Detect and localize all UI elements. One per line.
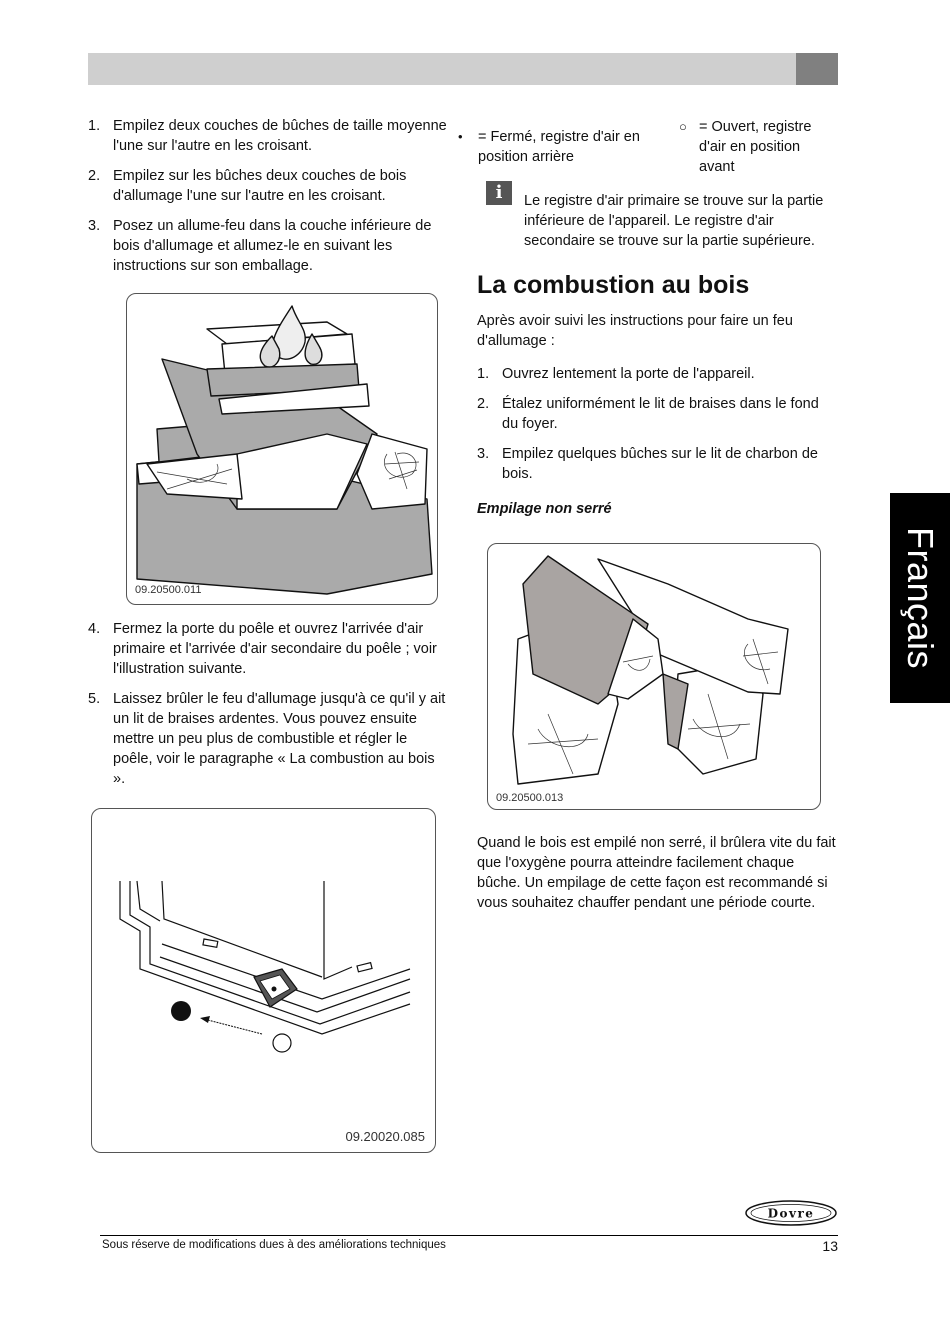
legend-open: ○ = Ouvert, registre d'air en position avant — [679, 119, 812, 175]
footer-text: Sous réserve de modifications dues à des améliorations techniques — [102, 1239, 446, 1251]
open-position-dot — [273, 1034, 291, 1052]
list-item: 5. Laissez brûler le feu d'allumage jusqu'à ce qu'il y ait un lit de braises ardentes. Vous pouvez ensuite mettre un peu plus de combustible et régler le poêle, voir le paragraphe « La combustion au bois ». — [88, 691, 446, 787]
list-item: 1. Ouvrez lentement la porte de l'appareil. — [477, 366, 755, 382]
subheading: Empilage non serré — [477, 501, 612, 517]
figure-log-stack — [126, 293, 438, 605]
section-intro: Après avoir suivi les instructions pour faire un feu d'allumage : — [477, 313, 793, 349]
hollow-dot-icon: ○ — [679, 119, 687, 134]
figure-code: 09.20500.013 — [496, 792, 564, 804]
brand-logo-text: Dovre — [767, 1206, 815, 1221]
figure-code: 09.20020.085 — [345, 1129, 425, 1144]
filled-dot-icon: • — [458, 129, 463, 144]
closed-position-dot — [171, 1001, 191, 1021]
brand-logo — [744, 1199, 838, 1227]
loose-stacking-text: Quand le bois est empilé non serré, il brûlera vite du fait que l'oxygène pourra atteindre facilement chaque bûche. Un empilage de cette façon est recommandé si vous souhaitez chauffer pendant une période courte. — [477, 835, 836, 911]
header-bar — [88, 53, 796, 85]
page-number: 13 — [822, 1238, 838, 1254]
list-item: 2. Étalez uniformément le lit de braises dans le fond du foyer. — [477, 396, 819, 432]
footer-divider — [100, 1235, 838, 1236]
section-title: La combustion au bois — [477, 271, 750, 299]
figure-air-register — [91, 808, 436, 1153]
language-tab — [890, 493, 950, 703]
log-stack-illustration — [127, 294, 438, 605]
list-item: 1. Empilez deux couches de bûches de taille moyenne l'une sur l'autre en les croisant. — [88, 118, 447, 154]
language-tab-label: Français — [900, 526, 941, 670]
info-text: Le registre d'air primaire se trouve sur la partie inférieure de l'appareil. Le registre d'air secondaire se trouve sur la partie supérieure. — [524, 193, 824, 249]
figure-code: 09.20500.011 — [135, 584, 202, 596]
left-steps-1 — [88, 116, 450, 286]
right-steps — [477, 364, 837, 494]
list-item: 3. Posez un allume-feu dans la couche inférieure de bois d'allumage et allumez-le en suivant les instructions sur son emballage. — [88, 218, 432, 274]
info-note — [486, 181, 838, 251]
air-register-illustration — [92, 809, 436, 1153]
info-icon: i — [486, 181, 512, 205]
list-item: 4. Fermez la porte du poêle et ouvrez l'arrivée d'air primaire et l'arrivée d'air secondaire du poêle ; voir l'illustration suivante. — [88, 621, 437, 677]
figure-loose-stacking — [487, 543, 821, 810]
loose-stacking-illustration — [488, 544, 821, 810]
legend-closed: • = Fermé, registre d'air en position arrière — [458, 129, 640, 165]
left-steps-2 — [88, 619, 450, 799]
list-item: 3. Empilez quelques bûches sur le lit de charbon de bois. — [477, 446, 818, 482]
list-item: 2. Empilez sur les bûches deux couches de bois d'allumage l'une sur l'autre en les croisant. — [88, 168, 407, 204]
header-block — [796, 53, 838, 85]
